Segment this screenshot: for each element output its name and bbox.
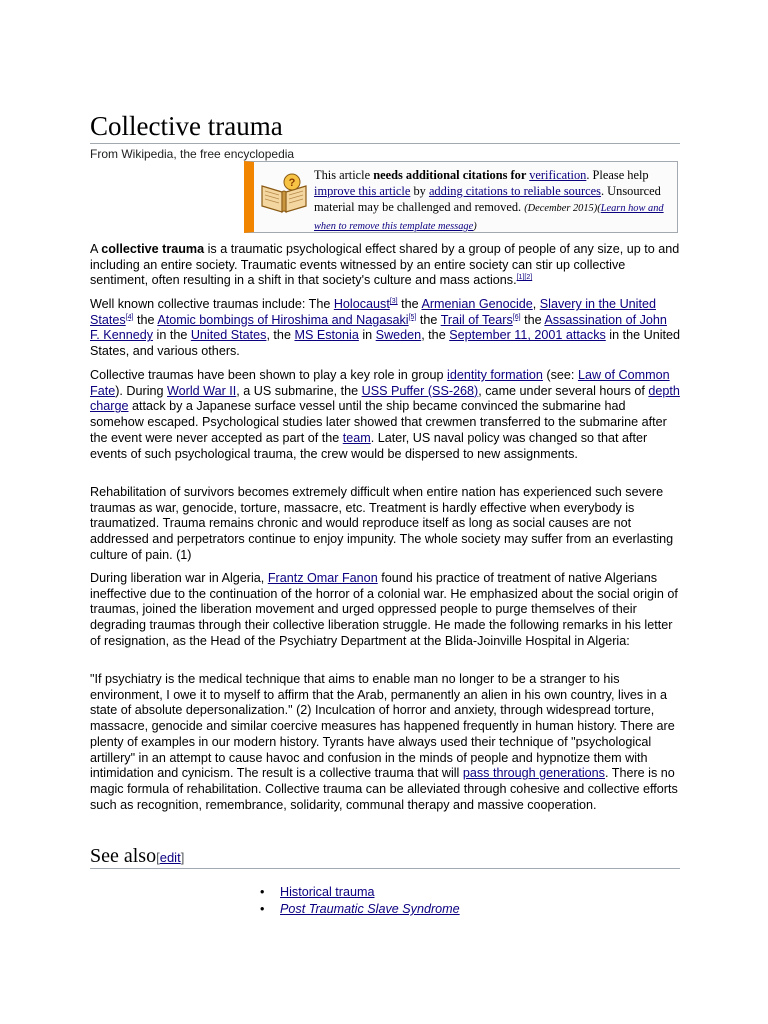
citation-ref-5[interactable]: [5]	[408, 313, 417, 321]
link-holocaust[interactable]: Holocaust	[333, 297, 390, 311]
link-sweden[interactable]: Sweden	[375, 328, 422, 343]
list-item	[90, 884, 460, 901]
citation-ref-6[interactable]: [6]	[512, 313, 521, 321]
link-jfk-assassination[interactable]: Assassination of John F. Kennedy	[90, 312, 667, 343]
link-armenian-genocide[interactable]: Armenian Genocide	[421, 297, 533, 311]
link-trail-of-tears[interactable]: Trail of Tears	[440, 312, 513, 327]
adding-citations-link[interactable]: adding citations to reliable sources	[428, 184, 601, 198]
title-divider	[90, 143, 680, 144]
list-item	[90, 901, 460, 918]
citation-ref-3[interactable]: [3]	[389, 297, 398, 305]
paragraph-examples: Well known collective traumas include: The Holocaust[3] the Armenian Genocide, Slavery in the United States[4] the Atomic bombings of Hiroshima and Nagasaki[5] the Trail of Tears[6] the Assassination of John F. Kennedy in the United States, the MS Estonia in Sweden, the September 11, 2001 attacks in the United States, and various others.	[90, 297, 681, 359]
bullet-icon: •	[260, 902, 265, 916]
paragraph-intro: A collective trauma is a traumatic psychological effect shared by a group of people of any size, up to and including an entire society. Traumatic events witnessed by an entire society can stir up collective sentiment, often resulting in a shift in that society's culture and mass actions.[1][2]	[90, 242, 680, 288]
link-team[interactable]: team	[342, 430, 371, 445]
improve-article-link[interactable]: improve this article	[314, 184, 411, 198]
paragraph-fanon: During liberation war in Algeria, Frantz Omar Fanon found his practice of treatment of native Algerians ineffective due to the continuation of the horror of a colonial war. He emphasized about the social origin of traumas, joined the liberation movement and urged oppressed people to purge themselves of their degrading traumas through their collective liberation struggle. He made the following remarks in his letter of resignation, as the Head of the Psychiatry Department at the Blida-Joinville Hospital in Algeria:	[90, 571, 678, 648]
link-historical-trauma[interactable]: Historical trauma	[280, 885, 375, 899]
link-ms-estonia[interactable]: MS Estonia	[294, 328, 359, 343]
see-also-list	[90, 884, 460, 918]
book-question-icon	[258, 172, 310, 216]
citation-ref-1-2[interactable]: [1][2]	[516, 274, 533, 282]
link-slavery-us[interactable]: Slavery in the United States	[90, 297, 656, 327]
page-title: Collective trauma	[90, 111, 283, 141]
link-united-states[interactable]: United States	[190, 328, 267, 343]
link-post-traumatic-slave-syndrome[interactable]: Post Traumatic Slave Syndrome	[280, 902, 460, 916]
learn-remove-template-link[interactable]: Learn how and when to remove this template message	[314, 203, 664, 232]
link-atomic-bombings[interactable]: Atomic bombings of Hiroshima and Nagasaki	[157, 312, 409, 327]
citation-notice-box	[244, 161, 678, 233]
citation-ref-4[interactable]: [4]	[125, 313, 134, 321]
edit-section-link[interactable]: edit	[159, 850, 181, 865]
notice-text: This article needs additional citations for verification. Please help improve this article by adding citations to reliable sources. Unsourced material may be challenged and removed. (December 2015)(Learn how and when to remove this template message)	[314, 168, 664, 232]
tagline: From Wikipedia, the free encyclopedia	[90, 147, 295, 161]
link-depth-charge[interactable]: depth charge	[90, 383, 680, 414]
bullet-icon: •	[260, 885, 265, 899]
link-frantz-fanon[interactable]: Frantz Omar Fanon	[267, 571, 378, 585]
term-collective-trauma: collective trauma	[101, 242, 205, 256]
see-also-divider	[90, 868, 680, 869]
link-september-11[interactable]: September 11, 2001 attacks	[449, 328, 606, 343]
paragraph-identity: Collective traumas have been shown to play a key role in group identity formation (see: Law of Common Fate). During World War II, a US submarine, the USS Puffer (SS-268), came under several hours of depth charge attack by a Japanese surface vessel until the ship became convinced the submarine had somehow escaped. Psychological studies later showed that crewmen transferred to the submarine after the event were never accepted as part of the team. Later, US naval policy was changed so that after events of such psychological trauma, the crew would be dispersed to new assignments.	[90, 368, 680, 461]
see-also-heading: See also[edit]	[90, 845, 185, 867]
verification-link[interactable]: verification	[529, 168, 587, 182]
svg-text:?: ?	[288, 177, 296, 189]
notice-date: (December 2015)	[524, 203, 598, 214]
link-uss-puffer[interactable]: USS Puffer (SS-268)	[361, 383, 479, 398]
link-world-war-ii[interactable]: World War II	[167, 383, 237, 398]
link-pass-through-generations[interactable]: pass through generations	[462, 766, 605, 781]
paragraph-rehabilitation: Rehabilitation of survivors becomes extremely difficult when entire nation has experienced such severe traumas as war, genocide, torture, massacre, etc. Treatment is hardly effective when everybody is traumatized. Trauma remains chronic and would reproduce itself as long as social causes are not addressed and perpetrators continue to enjoy impunity. The whole society may suffer from an everlasting culture of pain. (1)	[90, 485, 674, 562]
link-law-of-common-fate[interactable]: Law of Common Fate	[90, 368, 670, 398]
link-identity-formation[interactable]: identity formation	[447, 368, 543, 382]
paragraph-quote: "If psychiatry is the medical technique that aims to enable man no longer to be a stranger to his environment, I owe it to myself to affirm that the Arab, permanently an alien in his own country, lives in a state of absolute depersonalization." (2) Inculcation of horror and anxiety, through widespread torture, massacre, genocide and similar coercive measures has happened frequently in human history. There are plenty of examples in our modern history. Tyrants have always used their technique of "psychological artillery" in an attempt to cause havoc and confusion in the minds of people and hypnotize them with intimidation and cynicism. The result is a collective trauma that will pass through generations. There is no magic formula of rehabilitation. Collective trauma can be alleviated through cohesive and collective efforts such as recognition, remembrance, solidarity, communal therapy and massive cooperation.	[90, 672, 678, 812]
